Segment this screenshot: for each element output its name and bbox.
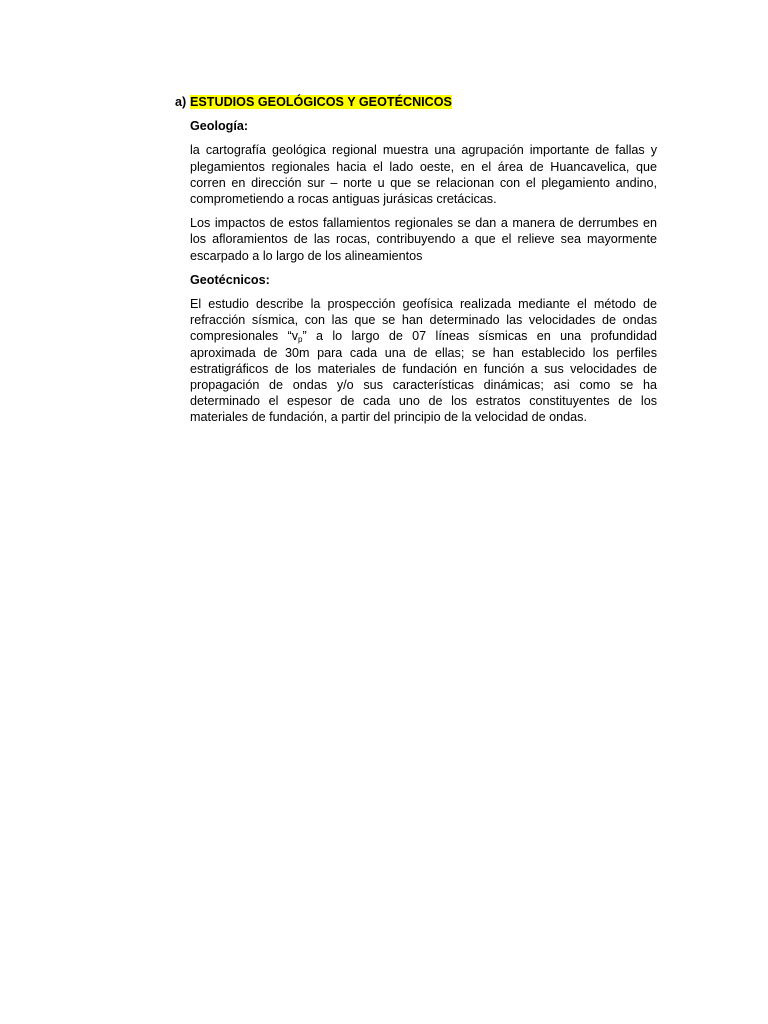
section-heading <box>175 94 657 110</box>
document-body <box>175 94 657 426</box>
geologia-heading: Geología: <box>190 119 249 134</box>
geotecnicos-text-start: El estudio describe la prospección geofísica realizada mediante el método de refracción sísmica, con las que se han determinado las velocidades de ondas compresionales “v <box>190 297 657 344</box>
list-marker: a) <box>175 95 187 109</box>
geologia-paragraph-1: la cartografía geológica regional muestra una agrupación importante de fallas y plegamientos regionales hacia el lado oeste, en el área de Huancavelica, que corren en dirección sur – norte u que se relacionan con el plegamiento andino, comprometiendo a rocas antiguas jurásicas cretácicas. <box>190 143 657 207</box>
geotecnicos-paragraph <box>190 296 657 426</box>
geotecnicos-heading: Geotécnicos: <box>190 272 270 287</box>
velocity-subscript: p <box>298 335 303 345</box>
geologia-paragraph-2: Los impactos de estos fallamientos regionales se dan a manera de derrumbes en los afloramientos de las rocas, contribuyendo a que el relieve sea mayormente escarpado a lo largo de los alineamientos <box>190 216 657 263</box>
section-title: ESTUDIOS GEOLÓGICOS Y GEOTÉCNICOS <box>190 95 452 109</box>
geotecnicos-text-end: ” a lo largo de 07 líneas sísmicas en una profundidad aproximada de 30m para cada una de ellas; se han establecido los perfiles estratigráficos de los materiales de fundación en función a sus velocidades de propagación de ondas y/o sus características dinámicas; asi como se ha determinado el espesor de cada uno de los estratos constituyentes de los materiales de fundación, a partir del principio de la velocidad de ondas. <box>190 329 657 425</box>
